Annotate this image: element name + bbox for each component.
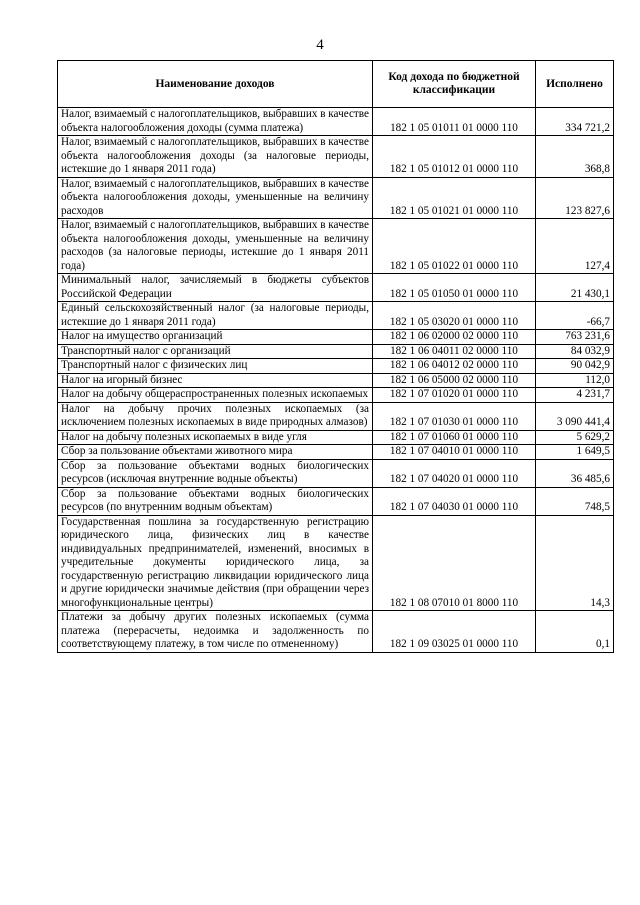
row-code-cell: 182 1 09 03025 01 0000 110 xyxy=(373,611,536,653)
table-row xyxy=(58,459,614,487)
row-value-cell: 0,1 xyxy=(536,611,614,653)
row-code-cell: 182 1 07 01060 01 0000 110 xyxy=(373,430,536,445)
row-code-cell: 182 1 05 01012 01 0000 110 xyxy=(373,136,536,178)
row-code-cell: 182 1 07 04020 01 0000 110 xyxy=(373,459,536,487)
row-name-cell: Налог, взимаемый с налогоплательщиков, выбравших в качестве объекта налогообложения доходы, уменьшенные на величину расходов xyxy=(58,177,373,219)
row-value-cell: -66,7 xyxy=(536,302,614,330)
row-name-cell: Сбор за пользование объектами животного мира xyxy=(58,445,373,460)
row-value-cell: 1 649,5 xyxy=(536,445,614,460)
row-name-cell: Платежи за добычу других полезных ископаемых (сумма платежа (перерасчеты, недоимка и задолженность по соответствующему платежу, в том числе по отмененному) xyxy=(58,611,373,653)
header-executed: Исполнено xyxy=(536,61,614,108)
table-row xyxy=(58,515,614,611)
table-row xyxy=(58,359,614,374)
row-value-cell: 90 042,9 xyxy=(536,359,614,374)
row-code-cell: 182 1 08 07010 01 8000 110 xyxy=(373,515,536,611)
row-name-cell: Налог на добычу прочих полезных ископаемых (за исключением полезных ископаемых в виде природных алмазов) xyxy=(58,402,373,430)
row-code-cell: 182 1 06 04011 02 0000 110 xyxy=(373,344,536,359)
row-name-cell: Государственная пошлина за государственную регистрацию юридического лица, физических лиц в качестве индивидуальных предпринимателей, изменений, вносимых в учредительные документы юридического лица, за государственную регистрацию ликвидации юридического лица и другие юридически значимые действия (при обращении через многофункциональные центры) xyxy=(58,515,373,611)
row-name-cell: Налог, взимаемый с налогоплательщиков, выбравших в качестве объекта налогообложения доходы (сумма платежа) xyxy=(58,108,373,136)
row-name-cell: Налог на игорный бизнес xyxy=(58,373,373,388)
table-row xyxy=(58,388,614,403)
row-name-cell: Налог на добычу полезных ископаемых в виде угля xyxy=(58,430,373,445)
row-name-cell: Налог, взимаемый с налогоплательщиков, выбравших в качестве объекта налогообложения доходы, уменьшенные на величину расходов (за налоговые периоды, истекшие до 1 января 2011 года) xyxy=(58,219,373,274)
row-name-cell: Минимальный налог, зачисляемый в бюджеты субъектов Российской Федерации xyxy=(58,274,373,302)
table-row xyxy=(58,274,614,302)
table-row xyxy=(58,611,614,653)
row-value-cell: 748,5 xyxy=(536,487,614,515)
row-name-cell: Налог на имущество организаций xyxy=(58,330,373,345)
row-value-cell: 763 231,6 xyxy=(536,330,614,345)
table-row xyxy=(58,430,614,445)
row-value-cell: 334 721,2 xyxy=(536,108,614,136)
table-row xyxy=(58,402,614,430)
table-row xyxy=(58,487,614,515)
row-value-cell: 3 090 441,4 xyxy=(536,402,614,430)
row-code-cell: 182 1 07 01030 01 0000 110 xyxy=(373,402,536,430)
row-value-cell: 112,0 xyxy=(536,373,614,388)
row-value-cell: 123 827,6 xyxy=(536,177,614,219)
row-value-cell: 84 032,9 xyxy=(536,344,614,359)
row-code-cell: 182 1 05 01050 01 0000 110 xyxy=(373,274,536,302)
row-name-cell: Сбор за пользование объектами водных биологических ресурсов (по внутренним водным объектам) xyxy=(58,487,373,515)
row-code-cell: 182 1 06 05000 02 0000 110 xyxy=(373,373,536,388)
table-row xyxy=(58,136,614,178)
table-row xyxy=(58,177,614,219)
header-code: Код дохода по бюджетной классификации xyxy=(373,61,536,108)
row-code-cell: 182 1 05 01022 01 0000 110 xyxy=(373,219,536,274)
row-value-cell: 5 629,2 xyxy=(536,430,614,445)
row-value-cell: 127,4 xyxy=(536,219,614,274)
row-code-cell: 182 1 07 04010 01 0000 110 xyxy=(373,445,536,460)
row-code-cell: 182 1 06 02000 02 0000 110 xyxy=(373,330,536,345)
row-value-cell: 21 430,1 xyxy=(536,274,614,302)
row-code-cell: 182 1 05 01021 01 0000 110 xyxy=(373,177,536,219)
row-value-cell: 14,3 xyxy=(536,515,614,611)
header-name: Наименование доходов xyxy=(58,61,373,108)
table-row xyxy=(58,344,614,359)
table-row xyxy=(58,219,614,274)
row-value-cell: 4 231,7 xyxy=(536,388,614,403)
row-code-cell: 182 1 05 01011 01 0000 110 xyxy=(373,108,536,136)
row-name-cell: Налог на добычу общераспространенных полезных ископаемых xyxy=(58,388,373,403)
row-code-cell: 182 1 06 04012 02 0000 110 xyxy=(373,359,536,374)
row-name-cell: Транспортный налог с физических лиц xyxy=(58,359,373,374)
row-value-cell: 36 485,6 xyxy=(536,459,614,487)
table-row xyxy=(58,108,614,136)
table-row xyxy=(58,302,614,330)
table-row xyxy=(58,373,614,388)
table-row xyxy=(58,445,614,460)
row-code-cell: 182 1 07 01020 01 0000 110 xyxy=(373,388,536,403)
row-name-cell: Налог, взимаемый с налогоплательщиков, выбравших в качестве объекта налогообложения доходы (за налоговые периоды, истекшие до 1 января 2011 года) xyxy=(58,136,373,178)
row-name-cell: Транспортный налог с организаций xyxy=(58,344,373,359)
row-name-cell: Сбор за пользование объектами водных биологических ресурсов (исключая внутренние водные объекты) xyxy=(58,459,373,487)
revenue-table xyxy=(57,60,614,653)
table-row xyxy=(58,330,614,345)
row-value-cell: 368,8 xyxy=(536,136,614,178)
row-code-cell: 182 1 07 04030 01 0000 110 xyxy=(373,487,536,515)
page-number: 4 xyxy=(316,37,324,53)
table-header-row xyxy=(58,61,614,108)
row-code-cell: 182 1 05 03020 01 0000 110 xyxy=(373,302,536,330)
row-name-cell: Единый сельскохозяйственный налог (за налоговые периоды, истекшие до 1 января 2011 года) xyxy=(58,302,373,330)
